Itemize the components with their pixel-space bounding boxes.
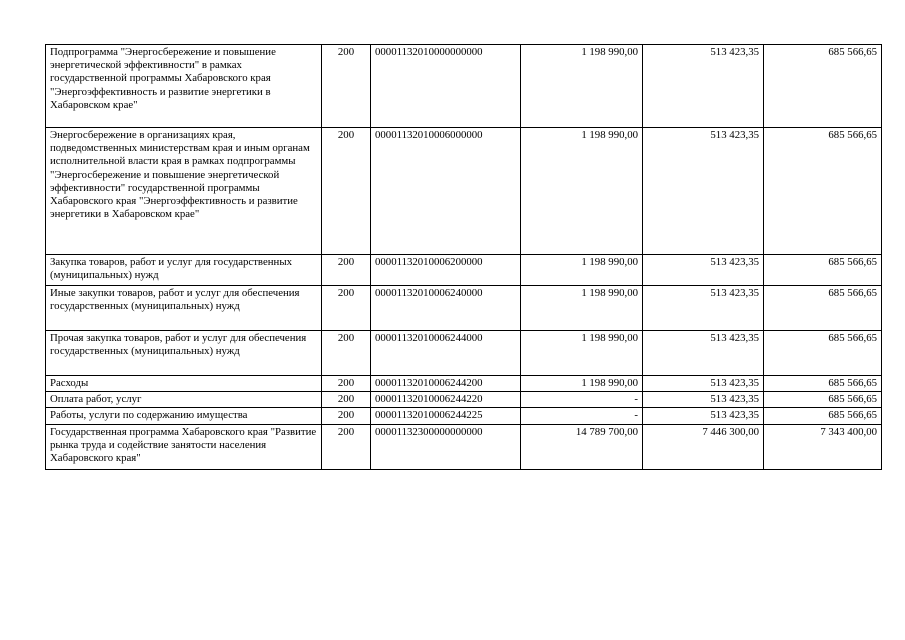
row-code: 200 xyxy=(322,286,371,331)
row-name: Подпрограмма "Энергосбережение и повышение энергетической эффективности" в рамках государственной программы Хабаровского края "Энергоэффективность и развитие энергетики в Хабаровском крае" xyxy=(46,45,322,128)
row-code: 200 xyxy=(322,392,371,408)
row-classification-code: 00001132010006244000 xyxy=(371,331,521,376)
table-row xyxy=(46,424,882,469)
row-value-3: 7 343 400,00 xyxy=(764,424,882,469)
row-value-1: 14 789 700,00 xyxy=(521,424,643,469)
row-value-2: 513 423,35 xyxy=(643,128,764,255)
table-row xyxy=(46,331,882,376)
row-value-3: 685 566,65 xyxy=(764,408,882,424)
row-name: Прочая закупка товаров, работ и услуг для обеспечения государственных (муниципальных) нужд xyxy=(46,331,322,376)
row-code: 200 xyxy=(322,376,371,392)
row-value-1: - xyxy=(521,392,643,408)
row-value-1: - xyxy=(521,408,643,424)
row-value-2: 513 423,35 xyxy=(643,255,764,286)
row-name: Оплата работ, услуг xyxy=(46,392,322,408)
row-name: Государственная программа Хабаровского края "Развитие рынка труда и содействие занятости населения Хабаровского края" xyxy=(46,424,322,469)
row-value-3: 685 566,65 xyxy=(764,286,882,331)
row-value-1: 1 198 990,00 xyxy=(521,255,643,286)
row-classification-code: 00001132010006244225 xyxy=(371,408,521,424)
row-value-2: 513 423,35 xyxy=(643,286,764,331)
row-value-1: 1 198 990,00 xyxy=(521,45,643,128)
row-classification-code: 00001132300000000000 xyxy=(371,424,521,469)
table-row xyxy=(46,408,882,424)
budget-table xyxy=(45,44,882,470)
row-classification-code: 00001132010006000000 xyxy=(371,128,521,255)
row-name: Расходы xyxy=(46,376,322,392)
row-code: 200 xyxy=(322,408,371,424)
row-code: 200 xyxy=(322,45,371,128)
row-classification-code: 00001132010006200000 xyxy=(371,255,521,286)
row-value-2: 513 423,35 xyxy=(643,331,764,376)
row-value-2: 513 423,35 xyxy=(643,45,764,128)
table-row xyxy=(46,255,882,286)
row-value-3: 685 566,65 xyxy=(764,255,882,286)
row-value-2: 7 446 300,00 xyxy=(643,424,764,469)
row-value-3: 685 566,65 xyxy=(764,128,882,255)
row-name: Энергосбережение в организациях края, подведомственных министерствам края и иным органам исполнительной власти края в рамках подпрограммы "Энергосбережение и повышение энергетической эффективности" государственной программы Хабаровского края "Энергоэффективность и развитие энергетики в Хабаровском крае" xyxy=(46,128,322,255)
row-value-1: 1 198 990,00 xyxy=(521,331,643,376)
row-code: 200 xyxy=(322,128,371,255)
row-value-2: 513 423,35 xyxy=(643,408,764,424)
row-value-1: 1 198 990,00 xyxy=(521,376,643,392)
row-value-3: 685 566,65 xyxy=(764,376,882,392)
row-code: 200 xyxy=(322,255,371,286)
row-value-3: 685 566,65 xyxy=(764,45,882,128)
row-classification-code: 00001132010006244200 xyxy=(371,376,521,392)
row-value-1: 1 198 990,00 xyxy=(521,286,643,331)
row-classification-code: 00001132010006240000 xyxy=(371,286,521,331)
table-row xyxy=(46,128,882,255)
row-value-2: 513 423,35 xyxy=(643,392,764,408)
row-name: Закупка товаров, работ и услуг для государственных (муниципальных) нужд xyxy=(46,255,322,286)
row-value-1: 1 198 990,00 xyxy=(521,128,643,255)
table-row xyxy=(46,286,882,331)
row-name: Работы, услуги по содержанию имущества xyxy=(46,408,322,424)
row-classification-code: 00001132010006244220 xyxy=(371,392,521,408)
table-row xyxy=(46,392,882,408)
row-code: 200 xyxy=(322,331,371,376)
table-row xyxy=(46,376,882,392)
row-name: Иные закупки товаров, работ и услуг для обеспечения государственных (муниципальных) нужд xyxy=(46,286,322,331)
row-value-3: 685 566,65 xyxy=(764,392,882,408)
row-code: 200 xyxy=(322,424,371,469)
row-classification-code: 00001132010000000000 xyxy=(371,45,521,128)
row-value-3: 685 566,65 xyxy=(764,331,882,376)
table-row xyxy=(46,45,882,128)
row-value-2: 513 423,35 xyxy=(643,376,764,392)
